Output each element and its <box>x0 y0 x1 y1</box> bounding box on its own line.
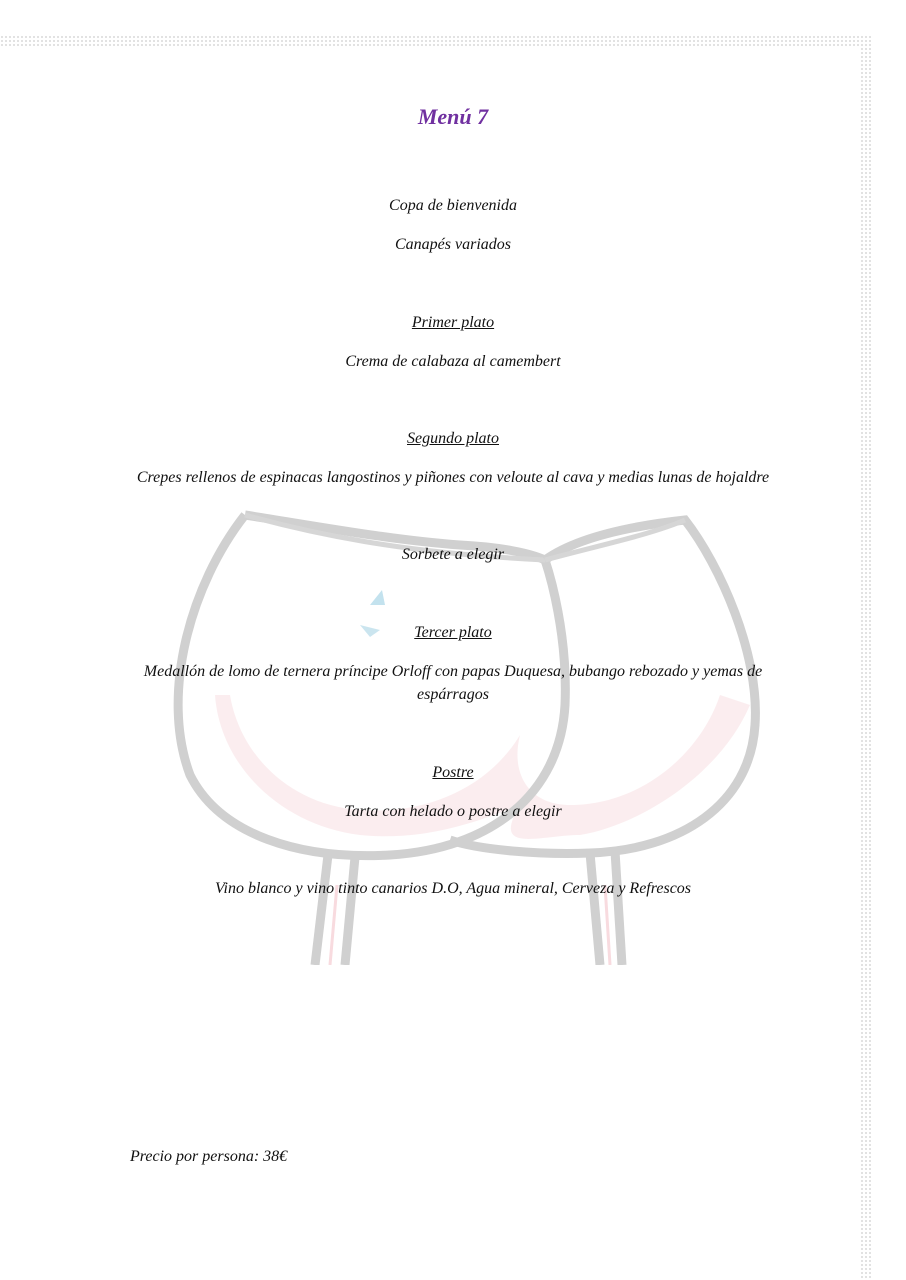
page-border-right <box>860 35 872 1280</box>
page-border-top <box>0 35 870 47</box>
dessert-dish: Tarta con helado o postre a elegir <box>344 803 562 820</box>
menu-title: Menú 7 <box>417 104 489 129</box>
sorbet-line: Sorbete a elegir <box>401 546 505 563</box>
dessert-heading: Postre <box>432 764 474 781</box>
third-course-dish: Medallón de lomo de ternera príncipe Orloff con papas Duquesa, bubango rebozado y yemas de espárragos <box>143 663 763 703</box>
welcome-canapes: Canapés variados <box>395 236 511 253</box>
second-course-heading: Segundo plato <box>407 430 499 447</box>
second-course-dish: Crepes rellenos de espinacas langostinos y piñones con veloute al cava y medias lunas de hojaldre <box>136 469 770 486</box>
third-course-heading: Tercer plato <box>414 624 492 641</box>
drinks-line: Vino blanco y vino tinto canarios D.O, Agua mineral, Cerveza y Refrescos <box>214 880 692 897</box>
price-per-person: Precio por persona: 38€ <box>130 1148 288 1165</box>
first-course-dish: Crema de calabaza al camembert <box>345 353 561 370</box>
first-course-heading: Primer plato <box>411 314 495 331</box>
welcome-drink: Copa de bienvenida <box>389 197 517 214</box>
